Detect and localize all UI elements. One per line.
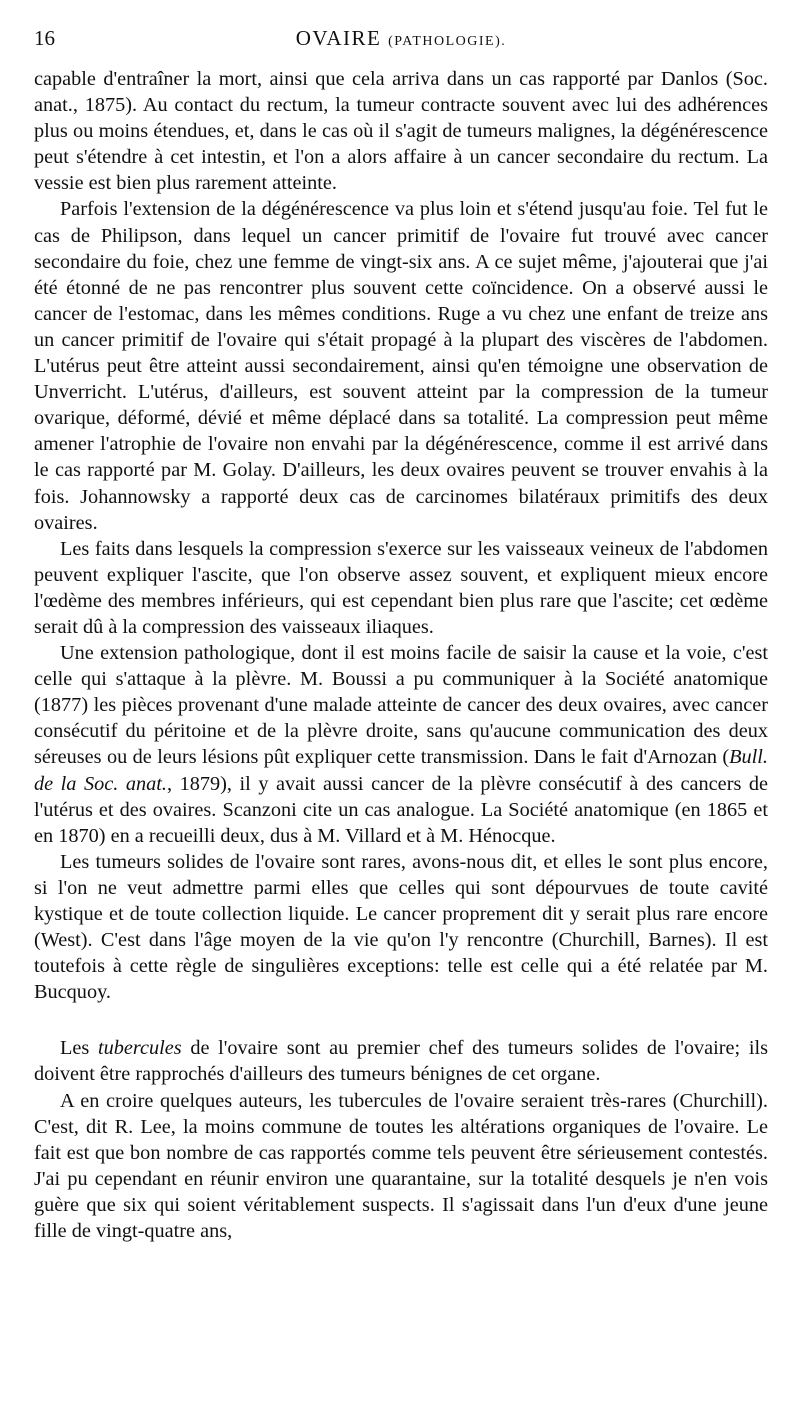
body-text <box>34 66 768 1244</box>
section-gap <box>34 1005 768 1035</box>
paragraph-text: Les faits dans lesquels la compression s'exerce sur les vaisseaux veineux de l'abdomen peuvent expliquer l'ascite, que l'on observe assez souvent, et expliquent mieux encore l'œdème des membres inférieurs, qui est cependant bien plus rare que l'ascite; cet œdème serait dû à la compression des vaisseaux iliaques. <box>34 537 768 638</box>
paragraph-text: Les <box>60 1037 98 1060</box>
paragraph <box>34 1088 768 1245</box>
paragraph-text: de l'ovaire sont au premier chef des tumeurs solides de l'ovaire; ils doivent être rapprochés d'ailleurs des tumeurs bénignes de cet organe. <box>34 1037 768 1086</box>
paragraph-text: Parfois l'extension de la dégénérescence va plus loin et s'étend jusqu'au foie. Tel fut le cas de Philipson, dans lequel un cancer primitif de l'ovaire fut trouvé avec cancer secondaire du foie, chez une femme de vingt-six ans. A ce sujet même, j'ajouterai que j'ai été étonné de ne pas rencontrer plus souvent cette coïncidence. On a observé aussi le cancer de l'estomac, dans les mêmes conditions. Ruge a vu chez une enfant de treize ans un cancer primitif de l'ovaire qui s'était propagé à la plupart des viscères de l'abdomen. L'utérus peut être atteint aussi secondairement, ainsi qu'en témoigne une observation de Unverricht. L'utérus, d'ailleurs, est souvent atteint par la compression de la tumeur ovarique, déformé, dévié et même déplacé dans sa totalité. La compression peut même amener l'atrophie de l'ovaire non envahi par la dégénérescence, comme il est arrivé dans le cas rapporté par M. Golay. D'ailleurs, les deux ovaires peuvent se trouver envahis à la fois. Johannowsky a rapporté deux cas de carcinomes bilatéraux primitifs des deux ovaires. <box>34 198 768 534</box>
running-title-subtitle: (PATHOLOGIE). <box>388 34 507 49</box>
paragraph-text: , 1879), il y avait aussi cancer de la plèvre consécutif à des cancers de l'utérus et des ovaires. Scanzoni cite un cas analogue. La Société anatomique (en 1865 et en 1870) en a recueilli deux, dus à M. Villard et à M. Hénocque. <box>34 772 769 847</box>
citation-italic: Bull. de la Soc. anat. <box>34 746 768 795</box>
paragraph <box>34 536 768 640</box>
paragraph-continued <box>34 66 768 196</box>
running-title <box>74 26 728 51</box>
term-italic: tubercules <box>97 1037 182 1060</box>
paragraph-text: Une extension pathologique, dont il est moins facile de saisir la cause et la voie, c'est celle qui s'attaque à la plèvre. M. Boussi a pu communiquer à la Société anatomique (1877) les pièces provenant d'une malade atteinte de cancer des deux ovaires, avec cancer consécutif du péritoine et de la plèvre droite, sans qu'aucune communication des deux séreuses ou de leurs lésions pût expliquer cette transmission. Dans le fait d'Arnozan ( <box>34 642 768 769</box>
paragraph-text: Les tumeurs solides de l'ovaire sont rares, avons-nous dit, et elles le sont plus encore, si l'on ne veut admettre parmi elles que celles qui sont dépourvues de toute cavité kystique et de toute collection liquide. Le cancer proprement dit y serait plus rare encore (West). C'est dans l'âge moyen de la vie qu'on l'y rencontre (Churchill, Barnes). Il est toutefois à cette règle de singulières exceptions: telle est celle qui a été relatée par M. Bucquoy. <box>34 850 768 1004</box>
paragraph <box>34 1035 768 1087</box>
paragraph <box>34 196 768 535</box>
paragraph <box>34 849 768 1006</box>
page-number: 16 <box>34 26 55 50</box>
paragraph-text: capable d'entraîner la mort, ainsi que cela arriva dans un cas rapporté par Danlos (Soc. anat., 1875). Au contact du rectum, la tumeur contracte souvent avec lui des adhérences plus ou moins étendues, et, dans le cas où il s'agit de tumeurs malignes, la dégénérescence peut s'étendre à cet intestin, et l'on a alors affaire à un cancer secondaire du rectum. La vessie est bien plus rarement atteinte. <box>34 68 768 195</box>
running-title-main: OVAIRE <box>295 26 382 50</box>
paragraph-text: A en croire quelques auteurs, les tubercules de l'ovaire seraient très-rares (Churchill). C'est, dit R. Lee, la moins commune de toutes les altérations organiques de l'ovaire. Le fait est que bon nombre de cas rapportés comme tels peuvent être sérieusement contestés. J'ai pu cependant en réunir environ une quarantaine, sur la totalité desquels je n'en vois guère que six qui soient véritablement suspects. Il s'agissait dans l'un d'eux d'une jeune fille de vingt-quatre ans, <box>34 1089 768 1243</box>
running-head <box>34 26 768 60</box>
paragraph <box>34 640 768 849</box>
